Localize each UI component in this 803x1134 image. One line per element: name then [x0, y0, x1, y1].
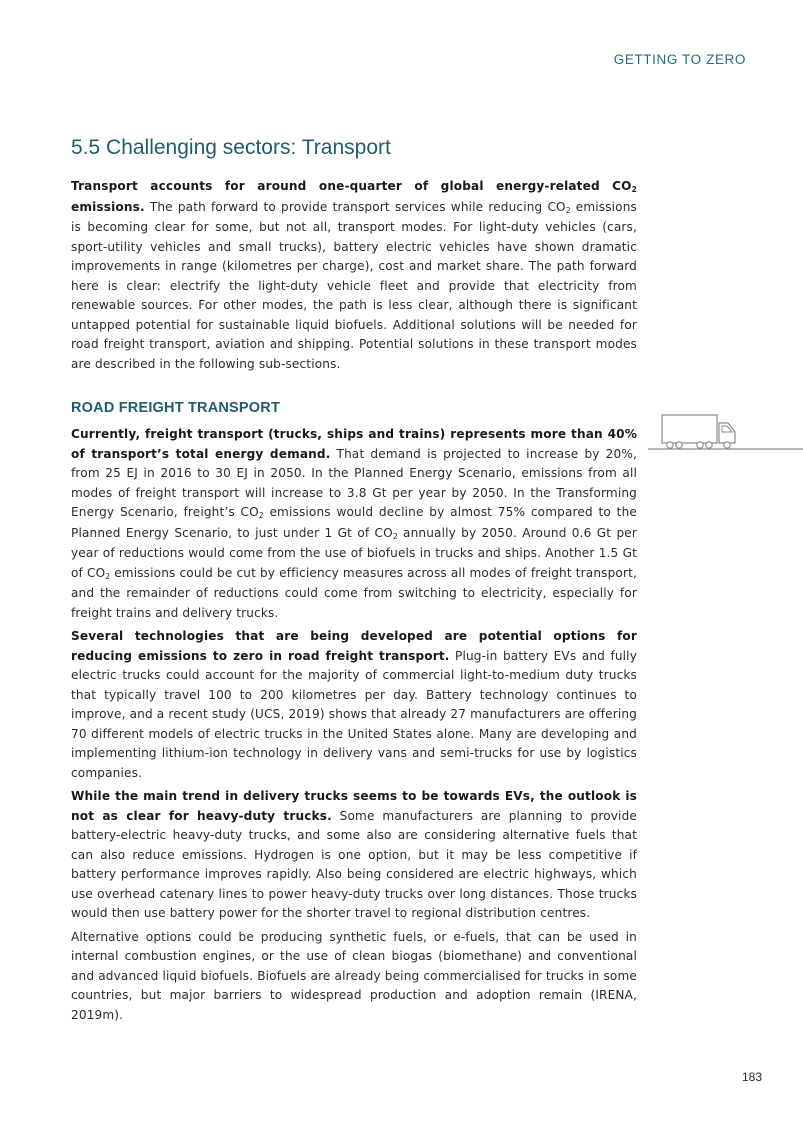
- road-freight-body: [71, 425, 637, 1029]
- truck-icon: [648, 410, 803, 452]
- paragraph-freight-demand: Currently, freight transport (trucks, ships and trains) represents more than 40% of transport’s total energy demand. That demand is projected to increase by 20%, from 25 EJ in 2016 to 30 EJ in 2050. In the Planned Energy Scenario, emissions from all modes of freight transport will increase to 3.8 Gt per year by 2050. In the Transforming Energy Scenario, freight’s CO2 emissions would decline by almost 75% compared to the Planned Energy Scenario, to just under 1 Gt of CO2 annually by 2050. Around 0.6 Gt per year of reductions would come from the use of biofuels in trucks and ships. Another 1.5 Gt of CO2 emissions could be cut by efficiency measures across all modes of freight transport, and the remainder of reductions could come from switching to electricity, especially for freight trains and delivery trucks.: [71, 427, 637, 620]
- paragraph-technologies: Several technologies that are being developed are potential options for reducing emissions to zero in road freight transport. Plug-in battery EVs and fully electric trucks could account for the majority of commercial light-to-medium duty trucks that typically travel 100 to 200 kilometres per day. Battery technology continues to improve, and a recent study (UCS, 2019) shows that already 27 manufacturers are offering 70 different models of electric trucks in the United States alone. Many are developing and implementing lithium-ion technology in delivery vans and semi-trucks for use by logistics companies.: [71, 629, 637, 780]
- paragraph-heavy-duty: While the main trend in delivery trucks seems to be towards EVs, the outlook is not as clear for heavy-duty trucks. Some manufacturers are planning to provide battery-electric heavy-duty trucks, and some also are considering alternative fuels that can also reduce emissions. Hydrogen is one option, but it may be less competitive if battery performance improves rapidly. Also being considered are electric highways, which use overhead catenary lines to power heavy-duty trucks over long distances. Those trucks would then use battery power for the shorter travel to regional distribution centres.: [71, 789, 637, 920]
- intro-lead: Transport accounts for around one-quarter of global energy-related CO2 emissions.: [71, 179, 637, 214]
- running-header: GETTING TO ZERO: [613, 52, 746, 67]
- section-title: 5.5 Challenging sectors: Transport: [71, 136, 391, 159]
- subsection-heading: ROAD FREIGHT TRANSPORT: [71, 400, 281, 416]
- paragraph-alternatives: Alternative options could be producing synthetic fuels, or e-fuels, that can be used in internal combustion engines, or the use of clean biogas (biomethane) and conventional and advanced liquid biofuels. Biofuels are already being commercialised for trucks in some countries, but major barriers to widespread production and adoption remain (IRENA, 2019m).: [71, 929, 637, 1022]
- page-number: 183: [741, 1070, 762, 1084]
- intro-paragraph: Transport accounts for around one-quarter of global energy-related CO2 emissions. The path forward to provide transport services while reducing CO2 emissions is becoming clear for some, but not all, transport modes. For light-duty vehicles (cars, sport-utility vehicles and small trucks), battery electric vehicles have shown dramatic improvements in range (kilometres per charge), cost and market share. The path forward here is clear: electrify the light-duty vehicle fleet and provide that electricity from renewable sources. For other modes, the path is less clear, although there is significant untapped potential for sustainable liquid biofuels. Additional solutions will be needed for road freight transport, aviation and shipping. Potential solutions in these transport modes are described in the following sub-sections.: [71, 179, 637, 371]
